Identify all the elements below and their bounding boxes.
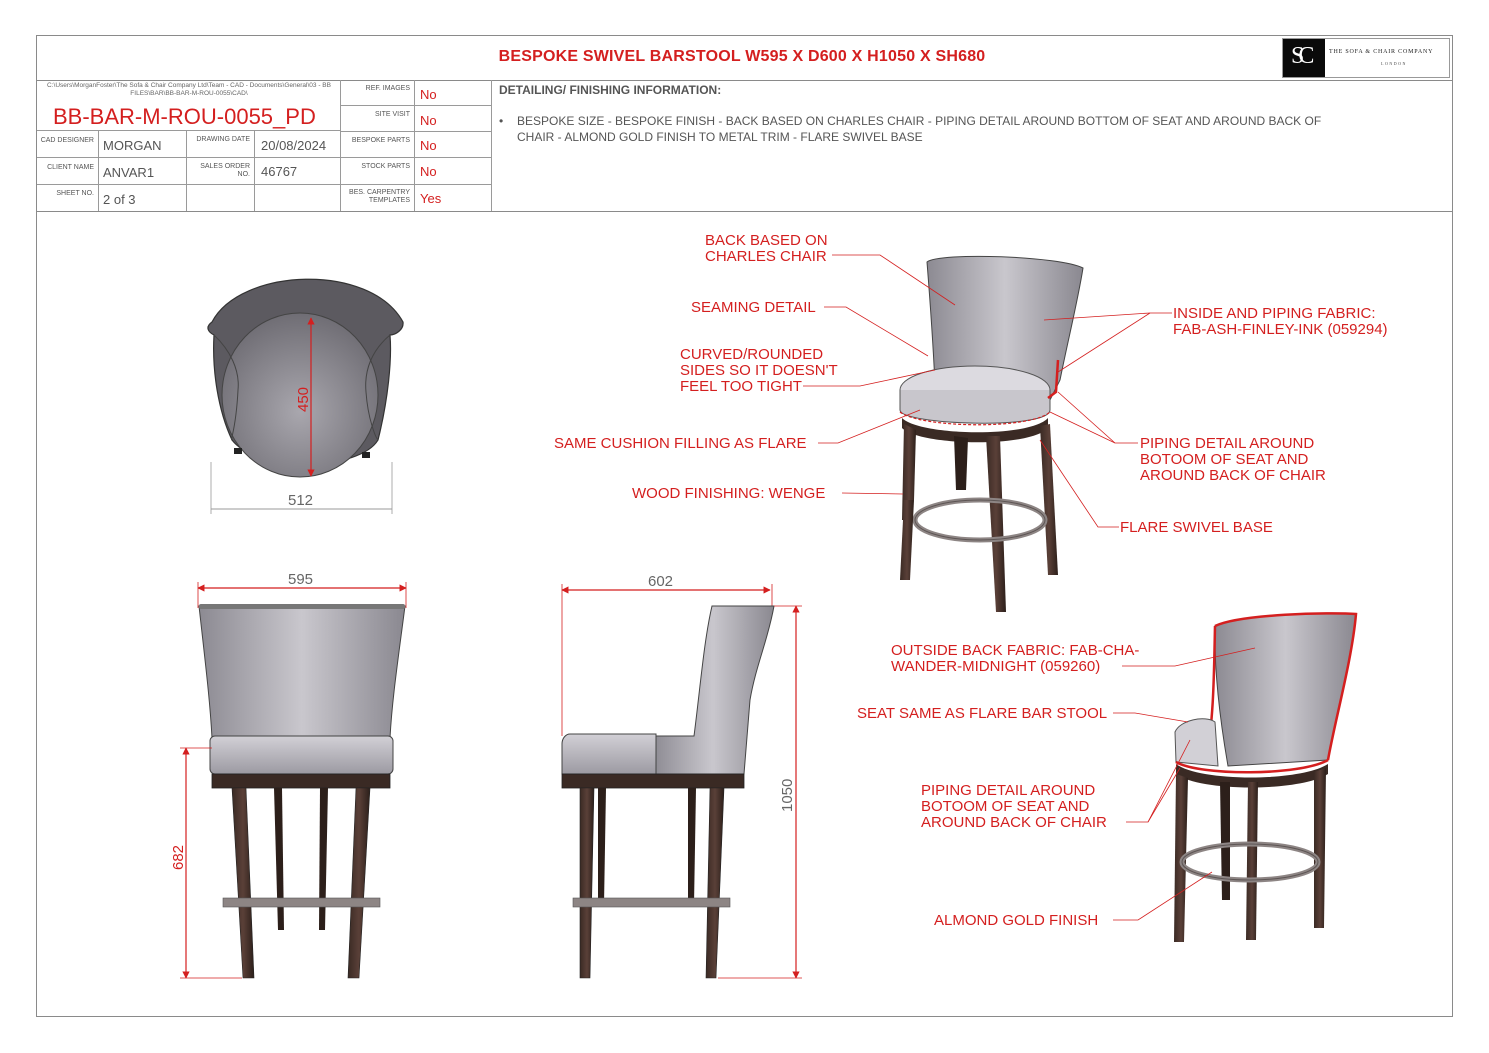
bespoke-parts-value: No	[420, 138, 437, 153]
sales-order-value: 46767	[261, 164, 298, 179]
annotation-flare: FLARE SWIVEL BASE	[1120, 519, 1273, 536]
side-view	[562, 573, 802, 978]
drawing-date-label: DRAWING DATE	[196, 136, 250, 143]
bespoke-parts-label: BESPOKE PARTS	[351, 137, 410, 144]
front-view	[170, 571, 406, 978]
stock-parts-value: No	[420, 164, 437, 179]
top-width-dimension: 512	[288, 492, 314, 509]
annotation-cushion: SAME CUSHION FILLING AS FLARE	[554, 435, 807, 452]
perspective-back-shell	[1215, 613, 1356, 766]
annotation-outside-1: OUTSIDE BACK FABRIC: FAB-CHA-	[891, 642, 1140, 659]
annotation-curved-1: CURVED/ROUNDED	[680, 346, 824, 363]
carpentry-label: BES. CARPENTRY TEMPLATES	[349, 189, 410, 204]
drawing-title: BESPOKE SWIVEL BARSTOOL W595 X D600 X H1050 X SH680	[498, 48, 986, 65]
front-seat-frame	[212, 774, 390, 788]
logo-monogram: SC	[1283, 39, 1325, 77]
annotation-outside-2: WANDER-MIDNIGHT (059260)	[891, 658, 1101, 675]
annotation-piping-2: BOTOOM OF SEAT AND	[1140, 451, 1309, 468]
annotation-back-based-2: CHARLES CHAIR	[705, 248, 827, 265]
annotation-piping2-2: BOTOOM OF SEAT AND	[921, 798, 1090, 815]
annotation-seat-same: SEAT SAME AS FLARE BAR STOOL	[857, 705, 1108, 722]
front-leg-left	[232, 788, 254, 978]
annotation-almond: ALMOND GOLD FINISH	[934, 912, 1099, 929]
top-view	[208, 279, 403, 514]
sales-order-label: SALES ORDER NO.	[200, 163, 250, 178]
cad-designer-label: CAD DESIGNER	[40, 137, 94, 144]
front-seat-cushion	[210, 736, 393, 774]
seat-height-dimension: 682	[170, 844, 187, 870]
ref-images-label: REF. IMAGES	[365, 85, 410, 92]
side-leg-front	[580, 788, 594, 978]
annotation-inside-2: FAB-ASH-FINLEY-INK (059294)	[1173, 321, 1388, 338]
ref-images-value: No	[420, 87, 437, 102]
perspective-leg-front	[986, 436, 1006, 612]
file-path: C:\Users\MorganFoster\The Sofa & Chair Company Ltd\Team - CAD - Documents\General\03 - BB FILES\BAR\BB-BAR-M-ROU-0055\CAD\	[47, 82, 331, 97]
annotation-curved-3: FEEL TOO TIGHT	[680, 378, 802, 395]
cad-designer-value: MORGAN	[103, 138, 162, 153]
annotation-back-based-1: BACK BASED ON	[705, 232, 828, 249]
perspective-seat-side	[900, 390, 1050, 423]
perspective-back-leg-right	[1314, 768, 1326, 928]
annotation-piping2-3: AROUND BACK OF CHAIR	[921, 814, 1107, 831]
client-name-label: CLIENT NAME	[47, 164, 94, 171]
top-depth-dimension: 450	[295, 386, 312, 412]
front-width-dimension: 595	[288, 571, 314, 588]
side-footrest	[573, 898, 730, 907]
side-depth-dimension: 602	[648, 573, 674, 590]
sheet-no-value: 2 of 3	[103, 192, 136, 207]
drawing-date-value: 20/08/2024	[261, 138, 327, 153]
overall-height-dimension: 1050	[779, 778, 796, 812]
drawing-code: BB-BAR-M-ROU-0055_PD	[53, 104, 316, 129]
client-name-value: ANVAR1	[103, 165, 155, 180]
stock-parts-label: STOCK PARTS	[361, 163, 410, 170]
side-backrest	[652, 606, 774, 774]
detailing-text: BESPOKE SIZE - BESPOKE FINISH - BACK BASED ON CHARLES CHAIR - PIPING DETAIL AROUND BOTTOM OF SEAT AND AROUND BACK OF CHAIR - ALMOND GOLD FINISH TO METAL TRIM - FLARE SWIVEL BASE	[517, 114, 1322, 144]
annotation-piping2-1: PIPING DETAIL AROUND	[921, 782, 1096, 799]
perspective-back-seat	[1175, 719, 1218, 766]
annotation-wood: WOOD FINISHING: WENGE	[632, 485, 826, 502]
front-leg-right	[348, 788, 370, 978]
bullet: •	[499, 114, 504, 128]
site-visit-value: No	[420, 113, 437, 128]
logo-sub: LONDON	[1381, 61, 1407, 66]
site-visit-label: SITE VISIT	[374, 111, 410, 118]
carpentry-value: Yes	[420, 191, 442, 206]
annotation-inside-1: INSIDE AND PIPING FABRIC:	[1173, 305, 1376, 322]
front-backrest	[199, 606, 405, 738]
side-seat-cushion	[562, 734, 656, 774]
annotation-piping-3: AROUND BACK OF CHAIR	[1140, 467, 1326, 484]
annotation-piping-1: PIPING DETAIL AROUND	[1140, 435, 1315, 452]
front-footrest	[223, 898, 380, 907]
logo-name: THE SOFA & CHAIR COMPANY	[1329, 49, 1434, 55]
annotation-curved-2: SIDES SO IT DOESN'T	[680, 362, 838, 379]
side-seat-frame	[562, 774, 744, 788]
sheet-no-label: SHEET NO.	[56, 190, 94, 197]
side-leg-back	[706, 788, 724, 978]
perspective-back-view	[1174, 613, 1356, 942]
perspective-front-view	[900, 256, 1083, 612]
annotation-seaming: SEAMING DETAIL	[691, 299, 816, 316]
detailing-heading: DETAILING/ FINISHING INFORMATION:	[499, 83, 722, 97]
